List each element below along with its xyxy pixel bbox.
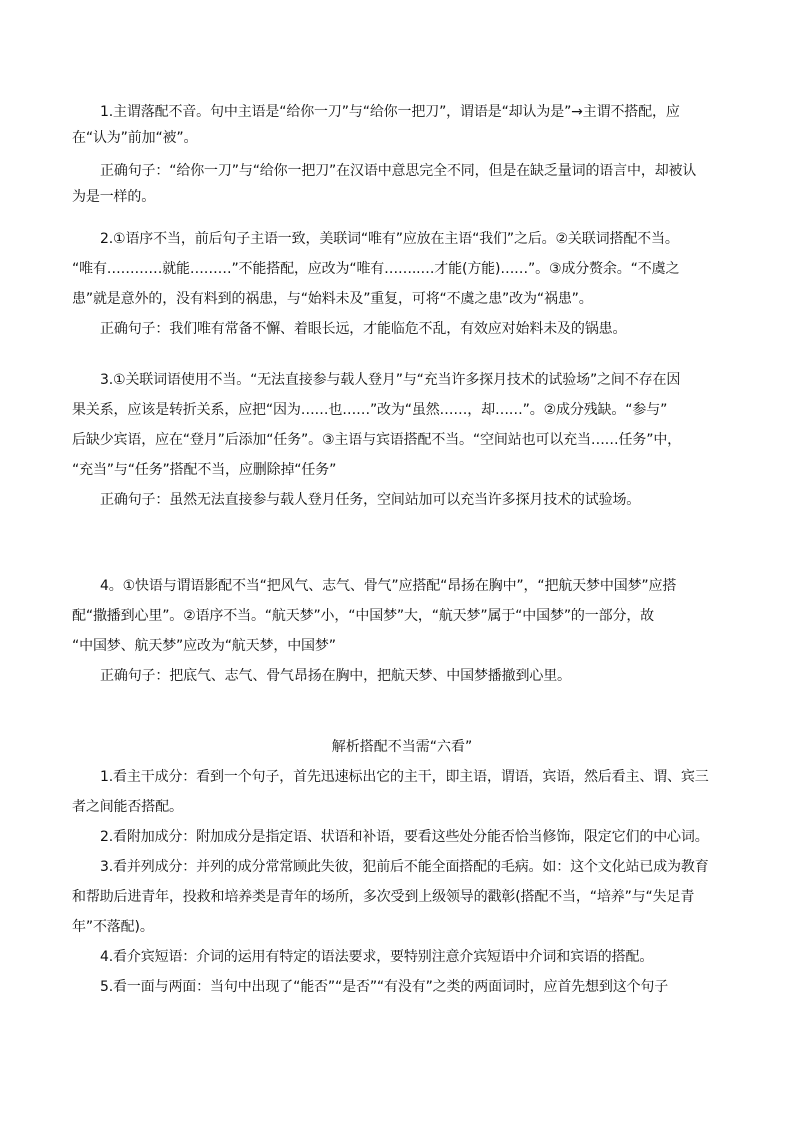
analysis-item-line: 者之间能否搭配。	[72, 799, 183, 815]
analysis-item-line: 5.看一面与两面：当句中出现了“能否”“是否”“有没有”之类的两面词时，应首先想到这个句子	[100, 979, 669, 995]
correct-sentence-line: 正确句子：“给你一刀”与“给你一把刀”在汉语中意思完全不同，但是在缺乏量词的语言中，却被认	[100, 163, 697, 179]
analysis-item-line: 2.看附加成分：附加成分是指定语、状语和补语，要看这些处分能否恰当修饰，限定它们的中心词。	[100, 829, 709, 845]
correct-sentence-line: 正确句子：把底气、志气、骨气昂扬在胸中，把航天梦、中国梦播撤到心里。	[100, 668, 571, 684]
answer-section-3	[72, 367, 732, 513]
answer-section-2	[72, 226, 732, 342]
answer-section-1	[72, 99, 732, 210]
analysis-item-line: 3.看并列成分：并列的成分常常顾此失彼，犯前后不能全面搭配的毛病。如：这个文化站已成为教育	[100, 859, 709, 875]
paragraph-line: 1.主谓落配不音。句中主语是“给你一刀”与“给你一把刀”，谓语是“却认为是”→主谓不搭配，应	[100, 104, 680, 120]
paragraph-line: 4。①快语与谓语影配不当“把风气、志气、骨气”应搭配“昂扬在胸中”，“把航天梦中国梦”应搭	[100, 578, 677, 594]
paragraph-line: 果关系，应该是转折关系，应把“因为……也……”改为“虽然……，却……”。②成分残缺。“参与”	[72, 402, 668, 418]
analysis-heading: 解析搭配不当需“六看”	[331, 739, 473, 755]
paragraph-line: “充当”与“任务”搭配不当，应删除掉“任务”	[72, 462, 337, 478]
paragraph-line: “中国梦、航天梦”应改为“航天梦，中国梦”	[72, 638, 336, 654]
analysis-item-line: 和帮助后进青年，投救和培养类是青年的场所，多次受到上级领导的戳彰(搭配不当，“培养”与“失足青	[72, 889, 695, 905]
paragraph-line: “唯有…………就能………”不能搭配，应改为“唯有……..…才能(方能)……”。③成分赘余。“不虞之	[72, 261, 680, 277]
correct-sentence-line: 正确句子：虽然无法直接参与载人登月任务，空间站加可以充当许多探月技术的试验场。	[100, 492, 641, 508]
correct-sentence-line: 为是一样的。	[72, 189, 156, 205]
analysis-item-line: 4.看介宾短语：介词的运用有特定的语法要求，要特别注意介宾短语中介词和宾语的搭配。	[100, 949, 654, 965]
paragraph-line: 后缺少宾语，应在“登月”后添加“任务”。③主语与宾语搭配不当。“空间站也可以充当……任务”中，	[72, 432, 682, 448]
paragraph-line: 患”就是意外的，没有料到的祸患，与“始料未及”重复，可将“不虞之患”改为“祸患”。	[72, 291, 593, 307]
paragraph-line: 配“撒播到心里”。②语序不当。“航天梦”小，“中国梦”大，“航天梦”属于“中国梦”的一部分，故	[72, 608, 655, 624]
answer-section-4	[72, 573, 732, 689]
correct-sentence-line: 正确句子：我们唯有常备不懈、着眼长远，才能临危不乱，有效应对始料未及的锅患。	[100, 321, 627, 337]
paragraph-line: 2.①语序不当，前后句子主语一致，美联词“唯有”应放在主语“我们”之后。②关联词搭配不当。	[100, 231, 679, 247]
paragraph-line: 3.①关联词语使用不当。“无法直接参与载人登月”与“充当许多探月技术的试验场”之间不存在因	[100, 372, 681, 388]
analysis-list	[72, 764, 732, 1000]
analysis-item-line: 1.看主干成分：看到一个句子，首先迅速标出它的主干，即主语，谓语，宾语，然后看主、谓、宾三	[100, 769, 709, 785]
analysis-item-line: 年”不落配)。	[72, 919, 154, 935]
paragraph-line: 在“认为”前加“被”。	[72, 130, 198, 146]
